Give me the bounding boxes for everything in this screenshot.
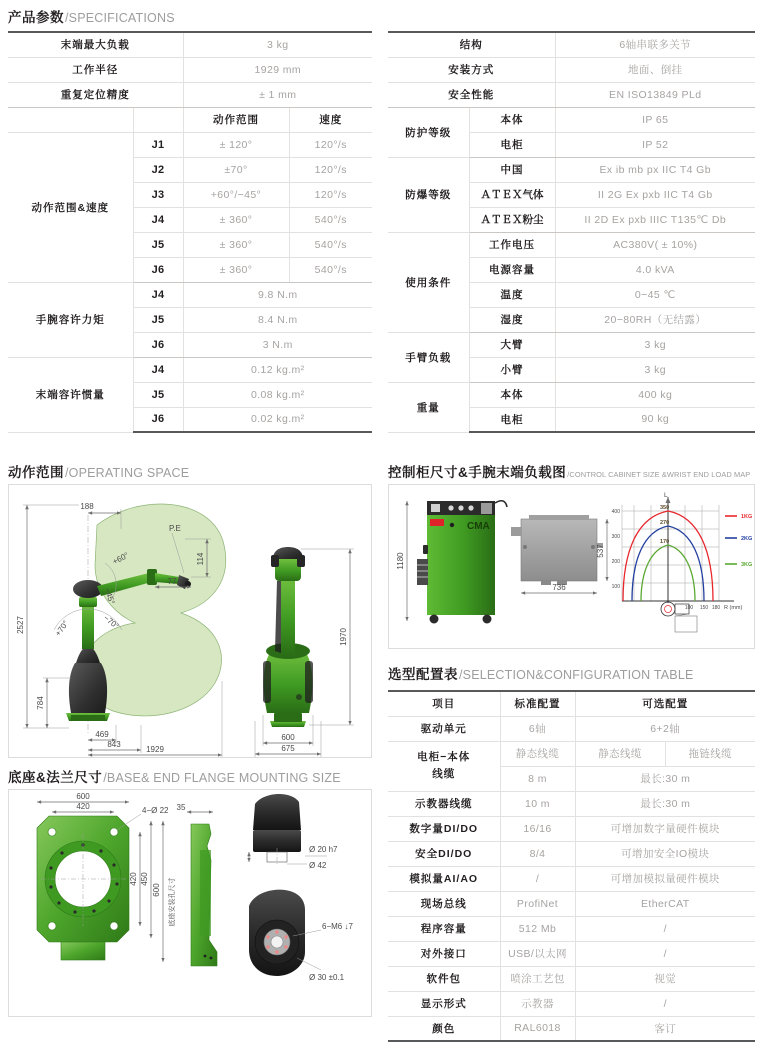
joint-label: J5 <box>133 382 183 407</box>
selection-item: 颜色 <box>388 1016 500 1041</box>
selection-item: 安全DI/DO <box>388 841 500 866</box>
selection-item: 现场总线 <box>388 891 500 916</box>
spec-label: 末端最大负载 <box>8 32 183 57</box>
cabinet-side-body <box>521 519 597 581</box>
sub-label: ＡＴＥＸ粉尘 <box>469 207 555 232</box>
selection-std: 10 m <box>500 791 575 816</box>
table-row <box>388 891 755 916</box>
group-label-wrist-torque: 手腕容许力矩 <box>8 282 133 357</box>
spec-value: II 2G Ex pxb IIC T4 Gb <box>555 182 755 207</box>
section-title-en: /OPERATING SPACE <box>65 466 190 480</box>
selection-opt: 可增加模拟量硬件模块 <box>575 866 755 891</box>
selection-item: 示教器线缆 <box>388 791 500 816</box>
chart-legend <box>725 514 752 568</box>
joint-label: J4 <box>133 282 183 307</box>
selection-opt: / <box>575 941 755 966</box>
robot-side-view <box>263 547 313 727</box>
mount-hole-tl <box>48 828 56 836</box>
table-row <box>8 282 372 307</box>
table-row <box>388 841 755 866</box>
angle-j3-pos: +60° <box>111 550 131 567</box>
mount-hole-tr <box>110 828 118 836</box>
joint-label: J1 <box>133 132 183 157</box>
spec-value: 1929 mm <box>183 57 372 82</box>
joint-speed: 120°/s <box>289 157 372 182</box>
side-wrist-left <box>271 555 279 567</box>
base-connector-block <box>61 942 105 960</box>
spec-value: 地面、倒挂 <box>555 57 755 82</box>
group-label-conditions: 使用条件 <box>388 232 469 332</box>
column-header-optional: 可选配置 <box>575 691 755 716</box>
base-flange-figure <box>8 789 372 1017</box>
joint-label: J5 <box>133 307 183 332</box>
cabinet-vent <box>417 559 428 585</box>
cable-label-line2: 线缆 <box>432 768 456 780</box>
spec-value: II 2D Ex pxb IIIC T135℃ Db <box>555 207 755 232</box>
angle-j1-neg: −70° <box>101 613 121 631</box>
chart-grid <box>622 505 719 601</box>
dim-offset-top: 188 <box>80 502 94 511</box>
sub-label: 本体 <box>469 107 555 132</box>
cabinet-load-figure <box>388 484 755 649</box>
cabinet-indicator <box>450 523 454 527</box>
torque-value: 3 N.m <box>183 332 372 357</box>
spec-value: IP 52 <box>555 132 755 157</box>
dim-cabinet-depth: 537 <box>596 544 605 558</box>
robot-lower-body <box>69 663 107 713</box>
table-row <box>388 991 755 1016</box>
cabinet-brand-logo: CMA <box>467 521 490 532</box>
control-cabinet-front <box>417 501 507 624</box>
base-side-view <box>191 824 217 966</box>
dim-reach-max: 1929 <box>146 745 164 754</box>
section-title-cn: 选型配置表 <box>388 667 458 682</box>
side-wrist-right <box>297 555 305 567</box>
joint-range: +60°/−45° <box>183 182 289 207</box>
chart-xtick-180: 180 <box>711 605 721 611</box>
spec-value: Ex ib mb px IIC T4 Gb <box>555 157 755 182</box>
section-title-cn: 产品参数 <box>8 10 64 25</box>
selection-std: USB/以太网 <box>500 941 575 966</box>
chart-ytick-400: 400 <box>611 509 620 515</box>
angle-j1-pos: +70° <box>53 618 71 638</box>
spec-value: AC380V( ± 10%) <box>555 232 755 257</box>
table-row <box>388 866 755 891</box>
spec-label: 重复定位精度 <box>8 82 183 107</box>
column-header-speed: 速度 <box>289 107 372 132</box>
table-row <box>388 716 755 741</box>
chart-ytick-200: 200 <box>611 559 620 565</box>
sub-label: 温度 <box>469 282 555 307</box>
group-label-protection: 防护等级 <box>388 107 469 157</box>
table-row <box>388 966 755 991</box>
selection-opt: 最长:30 m <box>575 791 755 816</box>
sub-label: 大臂 <box>469 332 555 357</box>
spec-value: IP 65 <box>555 107 755 132</box>
note-mount-holes: 4−Ø 22 <box>142 806 169 815</box>
joint-range: ± 360° <box>183 232 289 257</box>
selection-table <box>388 690 755 1042</box>
selection-std: 8/4 <box>500 841 575 866</box>
chart-xtick-150: 150 <box>699 605 709 611</box>
selection-std: 喷涂工艺包 <box>500 966 575 991</box>
selection-opt-a: 静态线缆 <box>575 741 665 766</box>
chart-wrist-inner <box>665 606 672 613</box>
section-title-en: /SPECIFICATIONS <box>65 11 175 25</box>
section-title-cn: 动作范围 <box>8 465 64 480</box>
group-label-arm-load: 手臂负载 <box>388 332 469 382</box>
cabinet-side-top <box>529 515 589 520</box>
cabinet-estop <box>481 503 492 514</box>
base-top-view <box>37 816 129 960</box>
section-heading-specifications <box>0 6 175 30</box>
spec-value: 20−80RH（无结露） <box>555 307 755 332</box>
selection-opt: 客订 <box>575 1016 755 1041</box>
table-row <box>388 157 755 182</box>
spec-value: ± 1 mm <box>183 82 372 107</box>
side-column <box>281 577 295 655</box>
empty-cell <box>133 107 183 132</box>
table-row <box>388 1016 755 1041</box>
selection-opt: 最长:30 m <box>575 766 755 791</box>
selection-opt: 视觉 <box>575 966 755 991</box>
dim-cabinet-width: 736 <box>552 583 566 592</box>
group-label-range-speed: 动作范围&速度 <box>8 132 133 282</box>
section-heading-cabinet-load <box>380 461 750 485</box>
dim-mid-h: 450 <box>140 872 149 886</box>
selection-std: 8 m <box>500 766 575 791</box>
sub-label: 中国 <box>469 157 555 182</box>
column-header-item: 项目 <box>388 691 500 716</box>
label-tool-point: P.E <box>169 524 181 533</box>
selection-item: 程序容量 <box>388 916 500 941</box>
spec-table-left-wrapper <box>8 31 372 433</box>
cabinet-load-drawing <box>389 485 756 650</box>
section-heading-operating-space <box>0 461 189 485</box>
dim-wrist-h: 77 <box>167 577 177 586</box>
flange-side-view <box>253 794 301 866</box>
chart-peak-2kg: 270 <box>660 520 670 526</box>
legend-label-2kg: 2KG <box>741 536 753 542</box>
inertia-value: 0.12 kg.m² <box>183 357 372 382</box>
flange-bore <box>271 936 283 948</box>
selection-opt: 可增加数字量硬件模块 <box>575 816 755 841</box>
table-row <box>8 82 372 107</box>
robot-j2-link <box>82 603 94 649</box>
group-label-end-inertia: 末端容许惯量 <box>8 357 133 432</box>
dim-pitch-d: Ø 30 ±0.1 <box>309 973 345 982</box>
selection-std: 16/16 <box>500 816 575 841</box>
spec-value: 400 kg <box>555 382 755 407</box>
robot-end-flange <box>185 581 191 587</box>
sub-label: 工作电压 <box>469 232 555 257</box>
selection-item: 模拟量AI/AO <box>388 866 500 891</box>
section-title-cn: 底座&法兰尺寸 <box>8 770 103 785</box>
cabinet-side-port <box>511 527 522 536</box>
chart-ytick-100: 100 <box>611 584 620 590</box>
selection-std: RAL6018 <box>500 1016 575 1041</box>
joint-speed: 540°/s <box>289 207 372 232</box>
chart-payload-box2 <box>675 616 697 632</box>
group-label-explosion: 防爆等级 <box>388 157 469 232</box>
table-row <box>8 32 372 57</box>
chart-y-axis-label: L <box>664 492 668 499</box>
cabinet-latch <box>423 545 428 554</box>
cabinet-button-2 <box>458 505 463 510</box>
torque-value: 8.4 N.m <box>183 307 372 332</box>
dim-wrist-v: 114 <box>196 552 205 566</box>
selection-opt: 可增加安全IO模块 <box>575 841 755 866</box>
base-flange-drawing <box>9 790 373 1018</box>
cabinet-handle <box>495 501 507 507</box>
selection-opt: 6+2轴 <box>575 716 755 741</box>
joint-label: J2 <box>133 157 183 182</box>
sub-label: 本体 <box>469 382 555 407</box>
table-row <box>388 941 755 966</box>
selection-opt: / <box>575 916 755 941</box>
selection-opt-b: 拖链线缆 <box>665 741 755 766</box>
spec-label: 安装方式 <box>388 57 555 82</box>
table-row <box>388 916 755 941</box>
table-row <box>388 232 755 257</box>
cabinet-red-label <box>430 519 444 526</box>
spec-value: 4.0 kVA <box>555 257 755 282</box>
control-cabinet-side <box>511 515 603 585</box>
joint-label: J4 <box>133 357 183 382</box>
cabinet-side-knob-r <box>591 545 595 549</box>
table-row <box>388 57 755 82</box>
chart-ytick-300: 300 <box>611 534 620 540</box>
joint-label: J4 <box>133 207 183 232</box>
spec-value: 3 kg <box>183 32 372 57</box>
table-row <box>388 741 755 766</box>
side-port-circle <box>296 694 302 700</box>
selection-item: 对外接口 <box>388 941 500 966</box>
group-label-weight: 重量 <box>388 382 469 432</box>
column-header-standard: 标准配置 <box>500 691 575 716</box>
sub-label: 电柜 <box>469 132 555 157</box>
side-left-cover <box>263 661 271 703</box>
angle-j3-neg: −45° <box>102 586 117 606</box>
selection-opt: EtherCAT <box>575 891 755 916</box>
selection-opt: / <box>575 991 755 1016</box>
selection-std: 6轴 <box>500 716 575 741</box>
spec-value: 6轴串联多关节 <box>555 32 755 57</box>
table-row <box>388 382 755 407</box>
base-side-rib <box>200 850 211 936</box>
cabinet-button-3 <box>468 505 473 510</box>
selection-item: 驱动单元 <box>388 716 500 741</box>
chart-peak-1kg: 350 <box>660 505 670 511</box>
sub-label: 湿度 <box>469 307 555 332</box>
selection-std: 示教器 <box>500 991 575 1016</box>
spec-value: 0−45 ℃ <box>555 282 755 307</box>
dim-bolt-w: 420 <box>76 802 90 811</box>
section-title-en: /SELECTION&CONFIGURATION TABLE <box>459 668 694 682</box>
dim-cabinet-height: 1180 <box>396 552 405 570</box>
dim-side-height: 1970 <box>339 628 348 646</box>
spec-table-right-wrapper <box>388 31 755 433</box>
dim-flange-d: Ø 20 h7 <box>309 845 338 854</box>
mount-hole-br <box>110 922 118 930</box>
table-row <box>388 82 755 107</box>
inertia-value: 0.02 kg.m² <box>183 407 372 432</box>
table-row <box>388 816 755 841</box>
selection-std: 512 Mb <box>500 916 575 941</box>
joint-speed: 540°/s <box>289 257 372 282</box>
table-header-row <box>388 691 755 716</box>
spec-value: 3 kg <box>555 332 755 357</box>
cabinet-side-knob-l <box>523 545 527 549</box>
spec-label: 工作半径 <box>8 57 183 82</box>
table-row <box>388 32 755 57</box>
dim-thread: 6−M6 ↓7 <box>322 922 353 931</box>
dim-reach2: 843 <box>107 740 121 749</box>
side-column-shadow <box>275 581 281 653</box>
chart-xtick-100: 100 <box>684 605 694 611</box>
selection-std: 静态线缆 <box>500 741 575 766</box>
spec-table-right <box>388 31 755 433</box>
chart-wrist-icon <box>661 602 675 616</box>
torque-value: 9.8 N.m <box>183 282 372 307</box>
joint-range: ± 360° <box>183 207 289 232</box>
spec-value: 3 kg <box>555 357 755 382</box>
table-row <box>8 132 372 157</box>
inertia-value: 0.08 kg.m² <box>183 382 372 407</box>
dim-side-t: 35 <box>176 803 186 812</box>
spec-table-left <box>8 31 372 433</box>
dim-flange-d2: Ø 42 <box>309 861 327 870</box>
joint-speed: 540°/s <box>289 232 372 257</box>
joint-range: ± 120° <box>183 132 289 157</box>
selection-item: 软件包 <box>388 966 500 991</box>
joint-speed: 120°/s <box>289 182 372 207</box>
dim-outer-h: 600 <box>152 883 161 897</box>
selection-std: ProfiNet <box>500 891 575 916</box>
operating-space-figure <box>8 484 372 758</box>
column-header-range: 动作范围 <box>183 107 289 132</box>
flange-front-view <box>249 890 305 976</box>
sub-label: 小臂 <box>469 357 555 382</box>
table-row <box>388 791 755 816</box>
selection-std: / <box>500 866 575 891</box>
section-heading-base-flange <box>0 766 341 790</box>
section-title-cn: 控制柜尺寸&手腕末端负载图 <box>388 465 567 480</box>
chart-x-axis-label: R (mm) <box>724 605 743 611</box>
joint-label: J6 <box>133 407 183 432</box>
table-row <box>8 57 372 82</box>
spec-label: 安全性能 <box>388 82 555 107</box>
side-base-block <box>274 713 302 722</box>
wrist-load-chart <box>612 492 743 632</box>
spec-value: EN ISO13849 PLd <box>555 82 755 107</box>
dim-outer-w: 600 <box>76 792 90 801</box>
cabinet-switch-1 <box>431 504 440 512</box>
cabinet-caster-left <box>430 615 439 624</box>
table-header-row <box>8 107 372 132</box>
section-heading-selection <box>380 663 694 687</box>
joint-range: ± 360° <box>183 257 289 282</box>
dim-inner-h: 420 <box>129 872 138 886</box>
sub-label: 电源容量 <box>469 257 555 282</box>
robot-j2-joint <box>79 597 97 607</box>
dim-reach1: 469 <box>95 730 109 739</box>
cable-label-line1: 电柜−本体 <box>417 751 471 764</box>
sub-label: ＡＴＥＸ气体 <box>469 182 555 207</box>
dim-total-height: 2527 <box>16 616 25 634</box>
legend-label-1kg: 1KG <box>741 514 753 520</box>
table-row <box>388 107 755 132</box>
table-row <box>8 357 372 382</box>
legend-label-3kg: 3KG <box>741 562 753 568</box>
selection-item: 显示形式 <box>388 991 500 1016</box>
sub-label: 电柜 <box>469 407 555 432</box>
joint-label: J5 <box>133 232 183 257</box>
flange-wrist-body <box>253 794 301 830</box>
selection-item: 数字量DI/DO <box>388 816 500 841</box>
dim-side-w2: 675 <box>281 744 295 753</box>
cabinet-button-1 <box>448 505 453 510</box>
joint-range: ±70° <box>183 157 289 182</box>
dim-base-height: 784 <box>36 696 45 710</box>
cabinet-caster-right <box>483 615 492 624</box>
dim-vertical-note: 底座安装孔尺寸 <box>169 877 176 927</box>
dim-side-w1: 600 <box>281 733 295 742</box>
operating-space-drawing <box>9 485 373 759</box>
spec-label: 结构 <box>388 32 555 57</box>
side-right-cover <box>305 661 313 703</box>
mount-hole-bl <box>48 922 56 930</box>
joint-speed: 120°/s <box>289 132 372 157</box>
empty-cell <box>8 107 133 132</box>
spec-value: 90 kg <box>555 407 755 432</box>
joint-label: J6 <box>133 257 183 282</box>
table-row <box>388 332 755 357</box>
joint-label: J6 <box>133 332 183 357</box>
robot-base-foot <box>71 715 105 721</box>
joint-label: J3 <box>133 182 183 207</box>
chart-peak-3kg: 170 <box>660 539 670 545</box>
selection-item-cable <box>388 741 500 791</box>
section-title-en: /BASE& END FLANGE MOUNTING SIZE <box>103 771 341 785</box>
section-title-en: /CONTROL CABINET SIZE &WRIST END LOAD MAP <box>567 470 751 479</box>
selection-table-wrapper <box>388 690 755 1042</box>
